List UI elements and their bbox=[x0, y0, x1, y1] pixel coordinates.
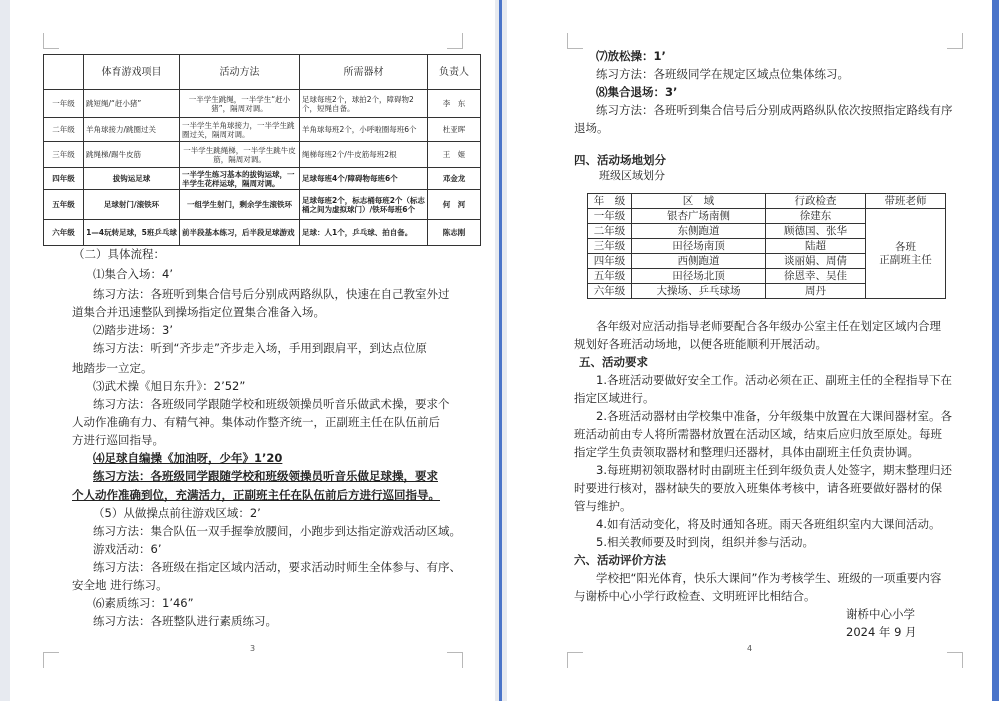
cell-grade: 一年级 bbox=[44, 90, 84, 118]
cell-method: 一半学生羊角球接力，一半学生跳圈过关，隔周对调。 bbox=[180, 118, 300, 142]
step-title: ⑷足球自编操《加油呀，少年》1’20 bbox=[93, 451, 283, 465]
section-heading: 六、活动评价方法 bbox=[574, 553, 666, 567]
cell-inspector: 陆超 bbox=[766, 239, 866, 254]
step-text: 道集合并迅速整队到操场指定位置集合准备入场。 bbox=[72, 305, 325, 319]
cell-equipment: 足球每班2个，球拍2个，障碍物2个，短绳自备。 bbox=[300, 90, 428, 118]
step-text: 练习方法：各班级在指定区域内活动，要求活动时师生全体参与、有序、 bbox=[93, 560, 461, 574]
requirement-line: 指定区域进行。 bbox=[574, 391, 655, 405]
step-text: 安全地 进行练习。 bbox=[72, 578, 168, 592]
cell-person: 杜亚晖 bbox=[428, 118, 481, 142]
table-header-row bbox=[44, 55, 481, 90]
table-row bbox=[588, 209, 946, 224]
cell-teacher: 各班 正副班主任 bbox=[866, 209, 946, 299]
cell-inspector: 周丹 bbox=[766, 284, 866, 299]
step-text: 个人动作准确到位，充满活力，正副班主任在队伍前后方进行巡回指导。 bbox=[72, 488, 440, 502]
cell-project: 拔钩运足球 bbox=[84, 168, 180, 190]
step-title: ⑶武术操《旭日东升》：2’52” bbox=[93, 379, 246, 393]
venue-assignment-table bbox=[587, 193, 946, 299]
cell-method: 一半学生跳绳，一半学生“赶小猪”，隔周对调。 bbox=[180, 90, 300, 118]
table-row bbox=[44, 118, 481, 142]
cell-grade: 四年级 bbox=[588, 254, 632, 269]
requirement-line: 指定学生负责领取器材和整理归还器材，具体由副班主任负责协调。 bbox=[574, 445, 919, 459]
cell-equipment: 羊角球每班2个，小呼啦圈每班6个 bbox=[300, 118, 428, 142]
cell-inspector: 徐恩幸、吴佳 bbox=[766, 269, 866, 284]
crop-mark bbox=[447, 33, 463, 49]
cell-area: 西侧跑道 bbox=[632, 254, 766, 269]
step-text: 练习方法：集合队伍一双手握拳放腰间，小跑步到达指定游戏活动区域。 bbox=[93, 524, 461, 538]
requirement-line: 时要进行核对，器材缺失的要放入班集体考核中，请各班要做好器材的保 bbox=[574, 481, 942, 495]
section-heading: （二）具体流程： bbox=[73, 247, 165, 261]
step-title: ⑺放松操：1’ bbox=[596, 49, 666, 63]
evaluation-line: 与谢桥中心小学行政检查、文明班评比相结合。 bbox=[574, 589, 816, 603]
step-text: 练习方法：各班级同学跟随学校和班级领操员听音乐做武术操，要求个 bbox=[93, 397, 450, 411]
table-header: 区 域 bbox=[632, 194, 766, 209]
crop-mark bbox=[947, 652, 963, 668]
step-title: 游戏活动：6’ bbox=[93, 542, 162, 556]
cell-grade: 三年级 bbox=[44, 142, 84, 168]
table-header: 行政检查 bbox=[766, 194, 866, 209]
cell-person: 陈志刚 bbox=[428, 220, 481, 246]
cell-person: 邓金龙 bbox=[428, 168, 481, 190]
cell-grade: 四年级 bbox=[44, 168, 84, 190]
cell-method: 前半段基本练习，后半段足球游戏 bbox=[180, 220, 300, 246]
cell-grade: 五年级 bbox=[44, 190, 84, 220]
step-text: 退场。 bbox=[574, 121, 609, 135]
cell-grade: 六年级 bbox=[588, 284, 632, 299]
table-header: 年 级 bbox=[588, 194, 632, 209]
cell-grade: 三年级 bbox=[588, 239, 632, 254]
cell-project: 足球射门/滚铁环 bbox=[84, 190, 180, 220]
step-text: 练习方法：各班整队进行素质练习。 bbox=[93, 614, 277, 628]
step-text: 练习方法：各班听到集合信号后分别成两路纵队，快速在自己教室外过 bbox=[93, 287, 450, 301]
document-page-3 bbox=[10, 0, 495, 701]
cell-area: 田径场南顶 bbox=[632, 239, 766, 254]
crop-mark bbox=[567, 652, 583, 668]
step-text: 练习方法：听到“齐步走”齐步走入场，手用到跟肩平，到达点位原 bbox=[93, 341, 427, 355]
step-text: 练习方法：各班级同学跟随学校和班级领操员听音乐做足球操，要求 bbox=[93, 469, 438, 483]
cell-project: 跳短绳/“赶小猪” bbox=[84, 90, 180, 118]
evaluation-line: 学校把“阳光体育，快乐大课间”作为考核学生、班级的一项重要内容 bbox=[596, 571, 942, 585]
table-header: 体育游戏项目 bbox=[84, 55, 180, 90]
document-page-4 bbox=[507, 0, 992, 701]
section-heading: 四、活动场地划分 bbox=[574, 153, 666, 167]
cell-grade: 一年级 bbox=[588, 209, 632, 224]
step-text: 练习方法：各班听到集合信号后分别成两路纵队依次按照指定路线有序 bbox=[596, 103, 953, 117]
table-row bbox=[44, 220, 481, 246]
window-edge bbox=[992, 0, 999, 701]
table-row bbox=[44, 142, 481, 168]
requirement-line: 4.如有活动变化，将及时通知各班。雨天各班组织室内大课间活动。 bbox=[596, 517, 941, 531]
crop-mark bbox=[447, 652, 463, 668]
step-text: 地踏步一立定。 bbox=[72, 361, 153, 375]
requirement-line: 管与维护。 bbox=[574, 499, 632, 513]
requirement-line: 班活动前由专人将所需器材放置在活动区域，结束后应归放至原处。每班 bbox=[574, 427, 942, 441]
cell-inspector: 谈丽娟、周倩 bbox=[766, 254, 866, 269]
table-header: 所需器材 bbox=[300, 55, 428, 90]
cell-project: 羊角球接力/跳圈过关 bbox=[84, 118, 180, 142]
cell-method: 一半学生跳绳梯，一半学生跳牛皮筋，隔周对调。 bbox=[180, 142, 300, 168]
page-gap bbox=[499, 0, 502, 701]
table-row bbox=[44, 90, 481, 118]
crop-mark bbox=[43, 652, 59, 668]
cell-area: 大操场、乒乓球场 bbox=[632, 284, 766, 299]
cell-equipment: 足球每班4个/障碍物每班6个 bbox=[300, 168, 428, 190]
requirement-line: 3.每班期初领取器材时由副班主任到年级负责人处签字，期末整理归还 bbox=[596, 463, 952, 477]
cell-equipment: 足球：人1个，乒乓球、拍自备。 bbox=[300, 220, 428, 246]
cell-method: 一组学生射门，剩余学生滚铁环 bbox=[180, 190, 300, 220]
cell-inspector: 徐建东 bbox=[766, 209, 866, 224]
step-title: ⑹素质练习：1’46” bbox=[93, 596, 194, 610]
step-text: 方进行巡回指导。 bbox=[72, 433, 164, 447]
step-title: （5）从做操点前往游戏区域：2’ bbox=[93, 506, 261, 520]
page-number: 4 bbox=[746, 644, 753, 653]
crop-mark bbox=[43, 33, 59, 49]
table-header bbox=[44, 55, 84, 90]
cell-area: 银杏广场南侧 bbox=[632, 209, 766, 224]
cell-equipment: 足球每班2个，标志桶每班2个（标志桶之间为虚拟球门）/铁环每班6个 bbox=[300, 190, 428, 220]
cell-area: 东侧跑道 bbox=[632, 224, 766, 239]
requirement-line: 2.各班活动器材由学校集中准备，分年级集中放置在大课间器材室。各 bbox=[596, 409, 952, 423]
crop-mark bbox=[947, 33, 963, 49]
paragraph-line: 规划好各班活动场地，以便各班能顺利开展活动。 bbox=[574, 337, 827, 351]
cell-area: 田径场北顶 bbox=[632, 269, 766, 284]
cell-project: 跳绳梯/踢牛皮筋 bbox=[84, 142, 180, 168]
section-heading: 五、活动要求 bbox=[579, 355, 648, 369]
step-title: ⑴集合入场：4’ bbox=[93, 267, 173, 281]
cell-person: 何 河 bbox=[428, 190, 481, 220]
cell-grade: 二年级 bbox=[588, 224, 632, 239]
cell-method: 一半学生练习基本的拔钩运球，一半学生花样运球，隔周对调。 bbox=[180, 168, 300, 190]
cell-grade: 五年级 bbox=[588, 269, 632, 284]
table-header-row bbox=[588, 194, 946, 209]
cell-grade: 六年级 bbox=[44, 220, 84, 246]
paragraph-line: 各年级对应活动指导老师要配合各年级办公室主任在划定区域内合理 bbox=[596, 319, 941, 333]
signature: 谢桥中心小学 bbox=[846, 607, 915, 621]
table-header: 带班老师 bbox=[866, 194, 946, 209]
crop-mark bbox=[567, 33, 583, 49]
cell-project: 1—4玩转足球，5班乒乓球 bbox=[84, 220, 180, 246]
step-text: 人动作准确有力、有精气神。集体动作整齐统一，正副班主任在队伍前后 bbox=[72, 415, 440, 429]
table-header: 活动方法 bbox=[180, 55, 300, 90]
table-row bbox=[44, 168, 481, 190]
table-caption: 班级区域划分 bbox=[599, 169, 665, 182]
step-title: ⑵踏步进场：3’ bbox=[93, 323, 173, 337]
cell-inspector: 顾德国、张华 bbox=[766, 224, 866, 239]
activity-schedule-table bbox=[43, 54, 481, 246]
step-title: ⑻集合退场：3’ bbox=[596, 85, 678, 99]
cell-equipment: 绳梯每班2个/牛皮筋每班2根 bbox=[300, 142, 428, 168]
date: 2024 年 9 月 bbox=[846, 625, 917, 639]
cell-person: 李 东 bbox=[428, 90, 481, 118]
table-row bbox=[44, 190, 481, 220]
cell-person: 王 姬 bbox=[428, 142, 481, 168]
page-number: 3 bbox=[249, 644, 256, 653]
cell-grade: 二年级 bbox=[44, 118, 84, 142]
requirement-line: 5.相关教师要及时到岗，组织并参与活动。 bbox=[596, 535, 814, 549]
requirement-line: 1.各班活动要做好安全工作。活动必须在正、副班主任的全程指导下在 bbox=[596, 373, 952, 387]
step-text: 练习方法：各班级同学在规定区域点位集体练习。 bbox=[596, 67, 849, 81]
table-header: 负责人 bbox=[428, 55, 481, 90]
